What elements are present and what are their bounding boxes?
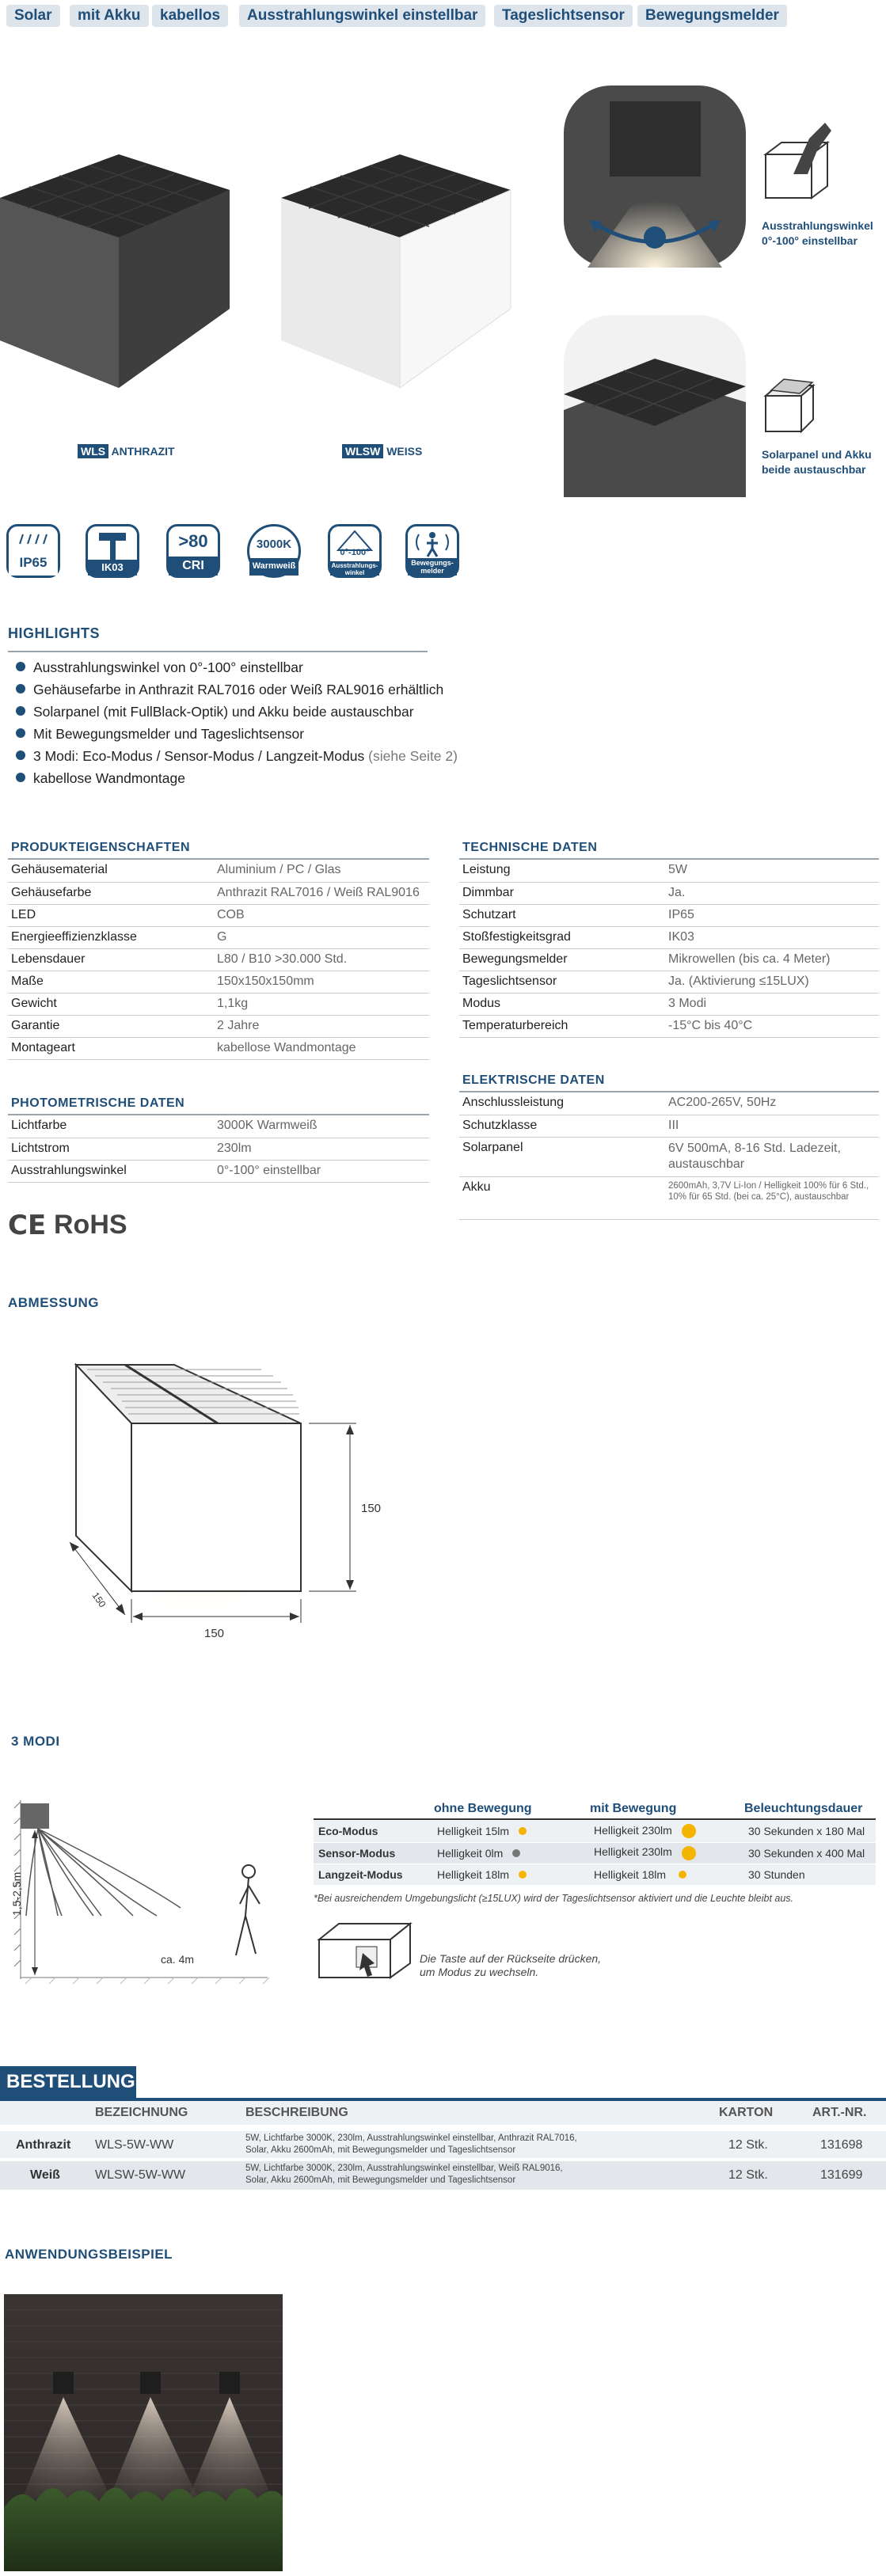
table-row: Bewegungsmelder Mikrowellen (bis ca. 4 Meter) — [459, 948, 879, 971]
variant-label-anthracite: WLS ANTHRAZIT — [78, 445, 175, 458]
brightness-dot — [679, 1871, 686, 1879]
table-row: Schutzart IP65 — [459, 904, 879, 926]
modes-title: 3 MODI — [11, 1734, 60, 1749]
brightness-dot — [682, 1846, 696, 1860]
hammer-icon — [88, 530, 137, 563]
variant-label-white: WLSW WEISS — [342, 445, 422, 458]
table-row: Modus 3 Modi — [459, 993, 879, 1015]
motion-sensor-icon — [408, 528, 457, 560]
panel-detail-image — [564, 315, 746, 497]
table-row: Tageslichtsensor Ja. (Aktivierung ≤15LUX) — [459, 971, 879, 993]
dim-height-label: 150 — [361, 1502, 382, 1515]
angle-detail-image — [564, 85, 746, 268]
divider — [8, 651, 428, 652]
table-row: Langzeit-Modus Helligkeit 18lm Helligkeit 18lm 30 Stunden — [314, 1864, 876, 1885]
panel-swap-icon — [762, 376, 817, 435]
table-row: Dimmbar Ja. — [459, 882, 879, 904]
dim-width-label: 150 — [204, 1627, 225, 1640]
tag-akku: mit Akku — [70, 5, 149, 27]
electrical-table — [459, 1092, 879, 1220]
application-title: ANWENDUNGSBEISPIEL — [5, 2247, 173, 2262]
rohs-mark: RoHS — [54, 1210, 127, 1240]
product-props-title: PRODUKTEIGENSCHAFTEN — [11, 841, 191, 854]
lamp — [53, 2372, 74, 2394]
lamp — [140, 2372, 161, 2394]
tag-motion: Bewegungsmelder — [637, 5, 787, 27]
tag-daylight: Tageslichtsensor — [494, 5, 633, 27]
cri-badge: >80 CRI — [166, 524, 220, 578]
table-row: Anschlussleistung AC200-265V, 50Hz — [459, 1092, 879, 1115]
table-row: LED COB — [8, 904, 429, 926]
ip65-badge: IP65 — [6, 524, 60, 578]
order-header-carton: KARTON — [719, 2106, 774, 2119]
table-row: Lichtstrom 230lm — [8, 1138, 429, 1160]
plants — [4, 2487, 283, 2571]
table-row: Ausstrahlungswinkel 0°-100° einstellbar — [8, 1160, 429, 1182]
cct-badge: 3000K Warmweiß — [247, 524, 301, 578]
table-row: Gehäusefarbe Anthrazit RAL7016 / Weiß RAL9016 — [8, 882, 429, 904]
table-row: Energieeffizienzklasse G — [8, 926, 429, 948]
angle-badge: 0°-100° Ausstrahlungs-winkel — [328, 524, 382, 578]
order-title: BESTELLUNG — [0, 2066, 136, 2098]
modes-illustration — [10, 1797, 299, 1991]
table-row: Gehäusematerial Aluminium / PC / Glas — [8, 860, 429, 882]
highlight-item: Gehäusefarbe in Anthrazit RAL7016 oder Weiß RAL9016 erhältlich — [16, 682, 443, 698]
order-row: Anthrazit WLS-5W-WW 5W, Lichtfarbe 3000K, 230lm, Ausstrahlungswinkel einstellbar, Anthrazit RAL7016, Solar, Akku 2600mAh, mit Bewegungsmelder und Tageslichtsensor 12 Stk. 131698 — [0, 2131, 886, 2160]
brightness-dot — [519, 1871, 527, 1879]
table-row: Lebensdauer L80 / B10 >30.000 Std. — [8, 948, 429, 971]
brightness-dot — [512, 1849, 520, 1857]
table-row: Montageart kabellose Wandmontage — [8, 1037, 429, 1059]
order-row: Weiß WLSW-5W-WW 5W, Lichtfarbe 3000K, 230lm, Ausstrahlungswinkel einstellbar, Weiß RAL9016, Solar, Akku 2600mAh, mit Bewegungsmelder und Tageslichtsensor 12 Stk. 131699 — [0, 2161, 886, 2190]
technical-table — [459, 860, 879, 1038]
table-row: Schutzklasse III — [459, 1115, 879, 1137]
highlight-item: Ausstrahlungswinkel von 0°-100° einstellbar — [16, 659, 303, 676]
table-row: Eco-Modus Helligkeit 15lm Helligkeit 230lm 30 Sekunden x 180 Mal — [314, 1821, 876, 1842]
dim-depth-label: 150 — [89, 1590, 108, 1610]
person-icon — [236, 1865, 260, 1955]
divider — [314, 1818, 876, 1820]
product-props-table — [8, 860, 429, 1060]
order-header-name: BEZEICHNUNG — [95, 2106, 188, 2119]
table-row: Garantie 2 Jahre — [8, 1015, 429, 1037]
table-row: Lichtfarbe 3000K Warmweiß — [8, 1115, 429, 1138]
anthracite-cube — [0, 154, 230, 388]
tag-kabellos: kabellos — [152, 5, 228, 27]
order-header-desc: BESCHREIBUNG — [245, 2106, 348, 2119]
highlight-item: Mit Bewegungsmelder und Tageslichtsensor — [16, 726, 304, 743]
highlight-item: Solarpanel (mit FullBlack-Optik) und Akku beide austauschbar — [16, 704, 414, 720]
hand-adjust-icon — [762, 119, 833, 206]
mode-button-icon — [315, 1920, 414, 1981]
dimension-title: ABMESSUNG — [8, 1295, 100, 1310]
brightness-dot — [682, 1824, 696, 1838]
product-images — [0, 150, 554, 404]
photometric-title: PHOTOMETRISCHE DATEN — [11, 1096, 185, 1110]
modes-header-duration: Beleuchtungsdauer — [744, 1802, 863, 1815]
table-row: Leistung 5W — [459, 860, 879, 882]
highlight-item: 3 Modi: Eco-Modus / Sensor-Modus / Langzeit-Modus (siehe Seite 2) — [16, 748, 458, 765]
photometric-table — [8, 1115, 429, 1183]
table-row: Stoßfestigkeitsgrad IK03 — [459, 926, 879, 948]
table-row: Gewicht 1,1kg — [8, 993, 429, 1015]
table-row: Maße 150x150x150mm — [8, 971, 429, 993]
detection-distance-label: ca. 4m — [161, 1953, 195, 1966]
modes-header-with: mit Bewegung — [590, 1802, 677, 1815]
lamp — [219, 2372, 240, 2394]
white-cube — [281, 154, 511, 388]
electrical-title: ELEKTRISCHE DATEN — [462, 1073, 605, 1087]
application-photo — [4, 2294, 283, 2571]
table-row: Akku 2600mAh, 3,7V Li-Ion / Helligkeit 100% für 6 Std., 10% für 65 Std. (bei ca. 25°C), austauschbar — [459, 1176, 879, 1219]
order-header-art: ART.-NR. — [812, 2106, 867, 2119]
angle-caption: Ausstrahlungswinkel 0°-100° einstellbar — [762, 219, 873, 247]
ik03-badge: IK03 — [86, 524, 139, 578]
table-row: Temperaturbereich -15°C bis 40°C — [459, 1015, 879, 1037]
panel-caption: Solarpanel und Akku beide austauschbar — [762, 448, 872, 476]
ce-mark: CE — [8, 1210, 47, 1241]
mount-height-label: 1,5-2,5m — [10, 1871, 23, 1916]
modes-footnote: *Bei ausreichendem Umgebungslicht (≥15LUX) wird der Tageslichtsensor aktiviert und die Leuchte bleibt aus. — [314, 1893, 794, 1904]
table-row: Sensor-Modus Helligkeit 0lm Helligkeit 230lm 30 Sekunden x 400 Mal — [314, 1842, 876, 1864]
motion-badge: Bewegungs-melder — [405, 524, 459, 578]
brightness-dot — [519, 1827, 527, 1835]
highlight-item: kabellose Wandmontage — [16, 770, 185, 787]
modes-table — [314, 1821, 876, 1886]
mode-button-hint: Die Taste auf der Rückseite drücken, um Modus zu wechseln. — [420, 1952, 602, 1978]
dimension-drawing — [63, 1354, 396, 1686]
tag-solar: Solar — [6, 5, 60, 27]
highlights-title: HIGHLIGHTS — [8, 625, 100, 641]
tag-angle: Ausstrahlungswinkel einstellbar — [239, 5, 485, 27]
table-row: Solarpanel 6V 500mA, 8-16 Std. Ladezeit, austauschbar — [459, 1137, 879, 1176]
technical-title: TECHNISCHE DATEN — [462, 841, 598, 854]
modes-header-without: ohne Bewegung — [434, 1802, 532, 1815]
